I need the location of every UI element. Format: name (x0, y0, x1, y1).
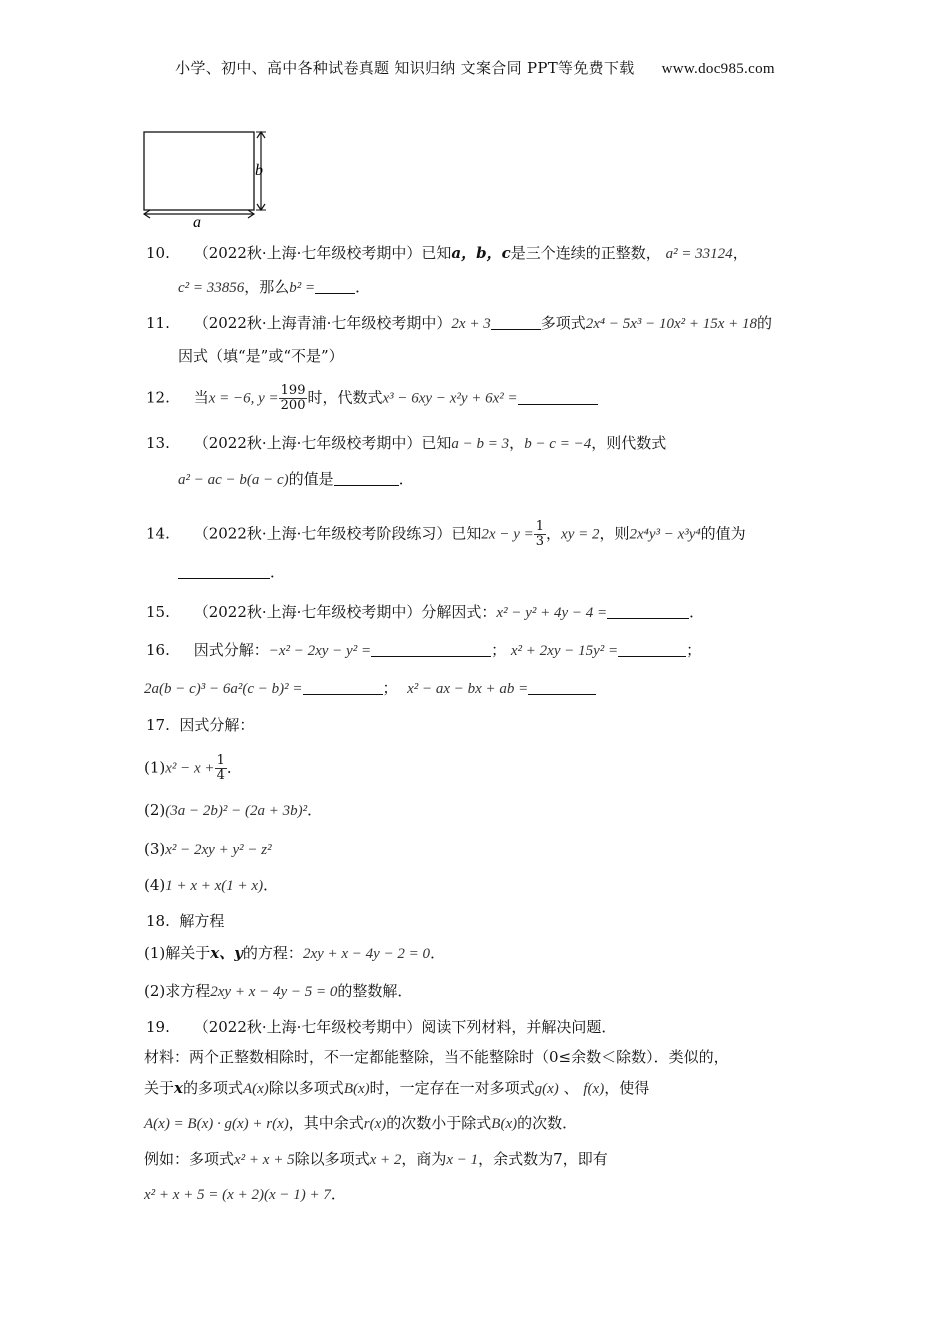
q18-part1 (144, 943, 445, 964)
question-13-line2 (178, 469, 414, 490)
q16-blank3[interactable] (303, 680, 383, 695)
question-15 (146, 602, 704, 623)
q18-text: 解方程 (179, 912, 225, 930)
q17-part1 (144, 754, 242, 783)
header-text: 小学、初中、高中各种试卷真题 知识归纳 文案合同 PPT等免费下载 (175, 59, 635, 77)
q14-source: （2022秋·上海·七年级校考阶段练习）已知 (193, 524, 482, 543)
q19-Bx2: B(x) (491, 1116, 518, 1132)
q17-p1-den: 4 (216, 768, 225, 783)
q17-p2-label: (2) (144, 801, 166, 819)
q12-text2: 时，代数式 (307, 388, 383, 407)
q11-text2: 的 (757, 314, 773, 332)
question-12 (146, 384, 598, 413)
q17-p1-dot: ． (226, 758, 242, 777)
q12-frac-num: 199 (280, 383, 306, 398)
question-13 (146, 433, 666, 454)
q16-sep1: ； (491, 641, 507, 659)
q18-p1-dot: ． (430, 944, 446, 962)
q19-l4-text3: ，商为 (401, 1150, 447, 1168)
q10-vars: a，b，c (451, 244, 511, 262)
q18-p1-text2: 的方程： (242, 944, 303, 962)
q10-eq-c: c² = 33856 (178, 280, 245, 296)
q14-comma: ， (546, 524, 562, 543)
q14-text2: 的值为 (700, 524, 746, 543)
q13-comma: ， (509, 434, 525, 452)
q19-l2-text: 关于 (144, 1079, 175, 1097)
q19-Ax: A(x) (242, 1081, 269, 1097)
q14-expr: 2x⁴y³ − x³y⁴ (629, 526, 701, 543)
q10-comma: ， (732, 244, 748, 262)
q18-p1-vars: x、y (210, 944, 243, 962)
q17-p1-expr: x² − x + (165, 760, 215, 777)
q19-rx: r(x) (363, 1116, 387, 1132)
q14-eq1: 2x − y = (481, 526, 534, 543)
q12-expr: x³ − 6xy − x²y + 6x² = (382, 390, 518, 407)
q17-number: 17. (146, 716, 170, 734)
q19-l2-text3: 除以多项式 (268, 1079, 344, 1097)
question-17 (146, 715, 254, 735)
q13-expr: a² − ac − b(a − c) (178, 472, 289, 488)
q17-p2-dot: ． (307, 801, 323, 819)
q11-number: 11. (146, 314, 170, 332)
q19-l4-text2: 除以多项式 (294, 1150, 370, 1168)
q19-line1: 材料：两个正整数相除时，不一定都能整除，当不能整除时（0≤余数＜除数）．类似的， (144, 1048, 729, 1066)
q16-blank4[interactable] (528, 680, 596, 695)
q19-l4-expr1: x² + x + 5 (234, 1152, 295, 1168)
q16-expr4: x² − ax − bx + ab = (407, 681, 529, 697)
q19-l4-expr3: x − 1 (446, 1152, 479, 1168)
q11-expr1: 2x + 3 (451, 316, 491, 332)
question-10-line2 (178, 277, 370, 298)
q17-p4-label: (4) (144, 876, 166, 894)
q17-p1-num: 1 (216, 753, 225, 768)
q13-answer-blank[interactable] (334, 471, 399, 486)
q16-expr3: 2a(b − c)³ − 6a²(c − b)² = (144, 681, 303, 697)
q10-end: ． (355, 278, 371, 296)
q16-sep2: ； (686, 641, 702, 659)
question-14-line2 (178, 562, 285, 582)
q13-text2: 的值是 (288, 470, 334, 488)
q19-l3-text3: 的次数． (517, 1114, 578, 1132)
q17-part2 (144, 800, 322, 821)
q15-answer-blank[interactable] (607, 604, 689, 619)
q19-l3-text: ，其中余式 (288, 1114, 364, 1132)
q13-eq2: b − c = −4 (524, 436, 592, 452)
figure-label-b: b (255, 162, 263, 179)
q19-gx: g(x) (534, 1081, 559, 1097)
q16-text: 因式分解： (193, 641, 269, 659)
q13-end: ． (398, 470, 414, 488)
q10-answer-blank[interactable] (315, 279, 355, 294)
q19-l5-expr: x² + x + 5 = (x + 2)(x − 1) + 7 (144, 1187, 331, 1203)
q19-l2-text2: 的多项式 (182, 1079, 243, 1097)
header-site: www.doc985.com (661, 61, 775, 77)
question-11-line2: 因式（填“是”或“不是”） (178, 347, 344, 365)
q11-source: （2022秋·上海青浦·七年级校考期中） (193, 314, 452, 332)
q10-eq-b: b² = (289, 280, 316, 296)
q13-source: （2022秋·上海·七年级校考期中）已知 (193, 434, 452, 452)
q19-line3 (144, 1113, 577, 1134)
q17-p1-fraction (215, 754, 227, 783)
q12-text: 当 (193, 388, 209, 407)
q17-p4-expr: 1 + x + x(1 + x) (165, 878, 264, 894)
q15-number: 15. (146, 603, 170, 621)
q16-blank1[interactable] (371, 642, 491, 657)
q11-expr2: 2x⁴ − 5x³ − 10x² + 15x + 18 (585, 316, 758, 332)
q12-frac-den: 200 (280, 398, 306, 413)
page-header (0, 57, 950, 78)
q17-text: 因式分解： (179, 716, 255, 734)
rectangle-figure (140, 128, 280, 228)
q19-number: 19. (146, 1018, 170, 1036)
q17-part4 (144, 875, 278, 896)
q17-p2-expr: (3a − 2b)² − (2a + 3b)² (165, 803, 308, 819)
question-16 (146, 640, 701, 661)
q14-fraction (534, 520, 546, 549)
q14-frac-den: 3 (535, 534, 545, 549)
q12-answer-blank[interactable] (518, 390, 598, 405)
q17-p1-label: (1) (144, 758, 166, 777)
q15-end: ． (689, 603, 705, 621)
question-14 (146, 520, 746, 549)
q17-p4-dot: ． (263, 876, 279, 894)
q12-condition: x = −6, y = (208, 390, 279, 407)
q11-answer-blank[interactable] (491, 315, 541, 330)
q17-p3-expr: x² − 2xy + y² − z² (165, 842, 272, 858)
figure-label-a: a (193, 214, 201, 228)
q14-answer-blank[interactable] (178, 564, 270, 579)
q19-l5-dot: ． (330, 1185, 346, 1203)
q16-sep3: ； (382, 679, 398, 697)
q18-p2-expr: 2xy + x − 4y − 5 = 0 (210, 984, 338, 1000)
q19-fx: f(x) (583, 1081, 605, 1097)
q19-l2-text4: 时，一定存在一对多项式 (369, 1079, 535, 1097)
q19-l4-text: 例如：多项式 (144, 1150, 235, 1168)
q14-eq2: xy = 2 (561, 526, 600, 543)
q18-p2-text2: 的整数解． (337, 982, 413, 1000)
q19-l3-expr: A(x) = B(x) · g(x) + r(x) (144, 1116, 289, 1132)
q15-source: （2022秋·上海·七年级校考期中）分解因式： (193, 603, 497, 621)
q10-eq-a: a² = 33124 (665, 246, 733, 262)
q19-Bx: B(x) (343, 1081, 370, 1097)
q16-number: 16. (146, 641, 170, 659)
q16-expr2: x² + 2xy − 15y² = (510, 643, 619, 659)
q18-p1-text: (1)解关于 (144, 944, 211, 962)
q19-source: （2022秋·上海·七年级校考期中）阅读下列材料，并解决问题． (193, 1018, 617, 1036)
q18-part2 (144, 981, 412, 1002)
question-18 (146, 911, 224, 931)
q18-number: 18. (146, 912, 170, 930)
q11-text: 多项式 (540, 314, 586, 332)
q16-blank2[interactable] (618, 642, 686, 657)
q19-line2 (144, 1078, 649, 1099)
question-16-line2 (144, 678, 596, 699)
q19-l2-x: x (174, 1079, 183, 1097)
q18-p2-text: (2)求方程 (144, 982, 211, 1000)
q16-expr1: −x² − 2xy − y² = (268, 643, 372, 659)
q13-text: ，则代数式 (591, 434, 667, 452)
q19-l4-expr2: x + 2 (369, 1152, 402, 1168)
q17-p3-label: (3) (144, 840, 166, 858)
q14-number: 14. (146, 524, 170, 543)
q19-l3-text2: 的次数小于除式 (386, 1114, 492, 1132)
q10-text: 是三个连续的正整数， (510, 244, 661, 262)
q13-eq1: a − b = 3 (451, 436, 510, 452)
q12-number: 12. (146, 388, 170, 407)
q13-number: 13. (146, 434, 170, 452)
question-10 (146, 243, 748, 264)
q10-number: 10. (146, 244, 170, 262)
q19-l4-text4: ，余式数为7，即有 (478, 1150, 608, 1168)
q10-source: （2022秋·上海·七年级校考期中）已知 (193, 244, 452, 262)
q19-line4 (144, 1149, 608, 1170)
q19-l2-sep: 、 (563, 1079, 579, 1097)
q14-end: ． (270, 563, 286, 581)
q15-expr: x² − y² + 4y − 4 = (496, 605, 608, 621)
q18-p1-expr: 2xy + x − 4y − 2 = 0 (302, 946, 431, 962)
q14-frac-num: 1 (535, 519, 545, 534)
q12-fraction (279, 384, 308, 413)
q14-text: ，则 (599, 524, 630, 543)
q17-part3 (144, 839, 272, 860)
q10-text2: ，那么 (244, 278, 290, 296)
question-19 (146, 1017, 616, 1037)
q19-l2-text5: ，使得 (604, 1079, 650, 1097)
question-11 (146, 313, 772, 334)
q19-line5 (144, 1184, 346, 1205)
